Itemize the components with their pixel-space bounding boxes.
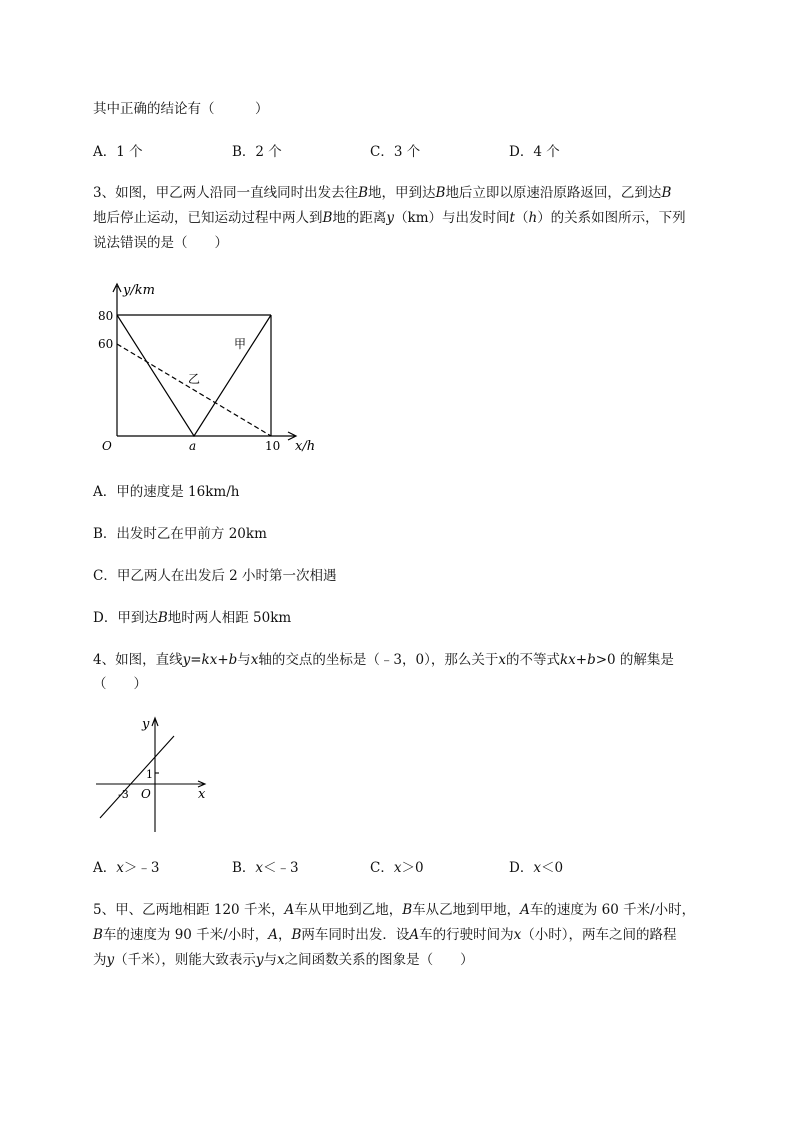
q3-tick-a: a bbox=[189, 439, 197, 453]
q4-ylabel: y bbox=[142, 717, 150, 732]
q3-tick-10: 10 bbox=[265, 439, 281, 453]
q4-xlabel: x bbox=[198, 787, 206, 802]
q3-option-c: C．甲乙两人在出发后 2 小时第一次相遇 bbox=[93, 568, 337, 584]
q3-xlabel: x/h bbox=[295, 439, 316, 454]
q2-option-c: C．3 个 bbox=[370, 144, 421, 160]
q4-option-a: A．x＞﹣3 bbox=[93, 860, 160, 876]
q2-option-b: B．2 个 bbox=[232, 144, 282, 160]
q4-option-c: C．x＞0 bbox=[370, 860, 424, 876]
q2-option-d: D．4 个 bbox=[509, 144, 560, 160]
q3-option-d: D．甲到达B地时两人相距 50km bbox=[93, 610, 292, 626]
q3-label-yi: 乙 bbox=[188, 372, 201, 386]
q5-stem-line3: 为y（千米），则能大致表示y与x之间函数关系的图象是（ ） bbox=[93, 952, 474, 968]
q3-option-a: A．甲的速度是 16km/h bbox=[93, 484, 240, 500]
q3-tick-60: 60 bbox=[98, 337, 114, 351]
q2-stem: 其中正确的结论有（ ） bbox=[93, 101, 269, 117]
q4-origin: O bbox=[141, 787, 151, 801]
q4-stem-line1: 4、如图，直线y=kx+b与x轴的交点的坐标是（﹣3，0），那么关于x的不等式kx+b>0 的解集是 bbox=[93, 652, 674, 668]
q3-tick-80: 80 bbox=[98, 309, 114, 323]
q4-option-b: B．x＜﹣3 bbox=[232, 860, 299, 876]
q5-stem-line2: B车的速度为 90 千米/小时，A，B两车同时出发．设A车的行驶时间为x（小时），两车之间的路程 bbox=[93, 927, 677, 943]
q3-origin: O bbox=[102, 439, 112, 453]
q4-line-graph bbox=[92, 712, 212, 836]
q3-option-b: B．出发时乙在甲前方 20km bbox=[93, 526, 267, 542]
q4-label-neg3: -3 bbox=[118, 788, 129, 801]
q3-line-yi bbox=[117, 344, 271, 436]
q2-option-a: A．1 个 bbox=[93, 144, 143, 160]
q5-stem-line1: 5、甲、乙两地相距 120 千米，A车从甲地到乙地，B车从乙地到甲地，A车的速度为 60 千米/小时， bbox=[93, 902, 696, 918]
q4-line-kxb bbox=[100, 736, 174, 818]
q3-label-jia: 甲 bbox=[234, 337, 247, 351]
q3-stem-line2: 地后停止运动，已知运动过程中两人到B地的距离y（km）与出发时间t（h）的关系如图所示，下列 bbox=[93, 210, 686, 226]
q4-label-1: 1 bbox=[146, 768, 153, 781]
q3-stem-line3: 说法错误的是（ ） bbox=[93, 235, 228, 251]
q3-stem-line1: 3、如图，甲乙两人沿同一直线同时出发去往B地，甲到达B地后立即以原速沿原路返回，乙到达B bbox=[93, 185, 672, 201]
q3-distance-time-graph bbox=[90, 278, 330, 458]
q4-stem-line2: （ ） bbox=[93, 676, 147, 692]
q4-option-d: D．x＜0 bbox=[509, 860, 564, 876]
q3-ylabel: y/km bbox=[123, 283, 155, 298]
